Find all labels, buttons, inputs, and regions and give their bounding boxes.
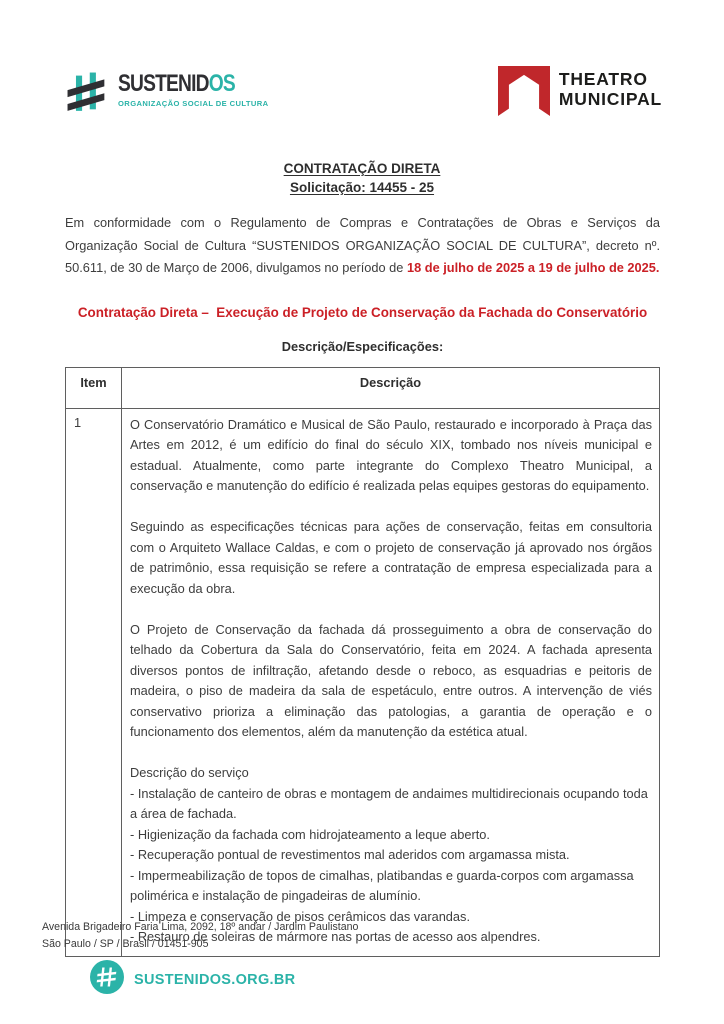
table-row (66, 408, 660, 956)
item-description-cell (122, 408, 660, 956)
theatro-municipal-logo (498, 66, 662, 121)
description-paragraph: O Conservatório Dramático e Musical de São Paulo, restaurado e incorporado à Praça das Artes em 2012, é um edifício do final do século XIX, tombado nos níveis municipal e estadual. Atualmente, como parte integrante do Complexo Theatro Municipal, a conservação e manutenção do edifício é realizada pelas equipes gestoras do equipamento. (130, 416, 652, 493)
sustenidos-wordmark: SUSTENIDOS (118, 70, 235, 97)
hash-circle-icon (90, 960, 124, 999)
service-item: - Higienização da fachada com hidrojateamento a leque aberto. (130, 826, 490, 842)
footer-address (42, 919, 682, 952)
description-paragraph: O Projeto de Conservação da fachada dá prosseguimento a obra de conservação do telhado da Cobertura da Sala do Conservatório, feita em 2024. A fachada apresenta diversos pontos de infiltração, afetando desde o reboco, as esquadrias e peitoris de madeira, o piso de madeira da sala de espetáculo, entre outros. A intervenção de viés conservativo prioriza a eliminação das patologias, a garantia de operação e o funcionamento dos elementos, além da manutenção da estética atual. (130, 621, 652, 739)
description-paragraph: Seguindo as especificações técnicas para ações de conservação, feitas em consultoria com o Arquiteto Wallace Caldas, e com o projeto de conservação já aprovado nos órgãos de patrimônio, essa requisição se refere a contratação de empresa especializada para a execução da obra. (130, 519, 652, 596)
sustenidos-logo (66, 66, 269, 127)
footer (42, 919, 682, 999)
sharp-hash-icon (66, 66, 112, 127)
footer-address-line-1: Avenida Brigadeiro Faria Lima, 2092, 18º andar / Jardim Paulistano (42, 921, 359, 933)
item-number-cell: 1 (66, 408, 122, 956)
footer-brand (90, 960, 682, 999)
table-header-row (66, 367, 660, 408)
theatre-arch-icon (498, 66, 550, 121)
footer-website: SUSTENIDOS.ORG.BR (134, 971, 296, 988)
service-item: - Restauro de soleiras de mármore nas portas de acesso aos alpendres. (130, 929, 541, 944)
subject-heading: Contratação Direta – Execução de Projeto de Conservação da Fachada do Conservatório (77, 304, 648, 320)
intro-period-dates: 18 de julho de 2025 a 19 de julho de 2025. (406, 260, 660, 275)
header (0, 0, 724, 127)
service-item: - Impermeabilização de topos de cimalhas, platibandas e guarda-corpos com argamassa polimérica e instalação de pingadeiras de alumínio. (130, 867, 634, 903)
title-line-1: CONTRATAÇÃO DIRETA (283, 161, 441, 176)
service-item: - Recuperação pontual de revestimentos mal aderidos com argamassa mista. (130, 847, 570, 862)
theatro-wordmark: THEATRO MUNICIPAL (558, 69, 662, 109)
content-area (65, 212, 660, 957)
spec-table (65, 367, 660, 957)
col-header-item: Item (66, 367, 122, 408)
service-item: - Instalação de canteiro de obras e montagem de andaimes multidirecionais ocupando toda a área de fachada. (130, 785, 648, 821)
sustenidos-tagline: ORGANIZAÇÃO SOCIAL DE CULTURA (118, 99, 269, 108)
section-heading: Descrição/Especificações: (281, 338, 444, 354)
footer-address-line-2: São Paulo / SP / Brasil / 01451-905 (42, 937, 209, 950)
col-header-description: Descrição (122, 367, 660, 408)
service-item: - Limpeza e conservação de pisos cerâmicos das varandas. (130, 908, 470, 924)
intro-text: Em conformidade com o Regulamento de Compras e Contratações de Obras e Serviços da Organização Social de Cultura “SUSTENIDOS ORGANIZAÇÃO SOCIAL DE CULTURA”, decreto nº. 50.611, de 30 de Março de 2006, divulgamos no período de (65, 215, 660, 275)
title-line-2: Solicitação: 14455 - 25 (289, 180, 435, 195)
service-title: Descrição do serviço (130, 765, 249, 780)
document-title (0, 159, 724, 197)
intro-paragraph (65, 212, 660, 280)
